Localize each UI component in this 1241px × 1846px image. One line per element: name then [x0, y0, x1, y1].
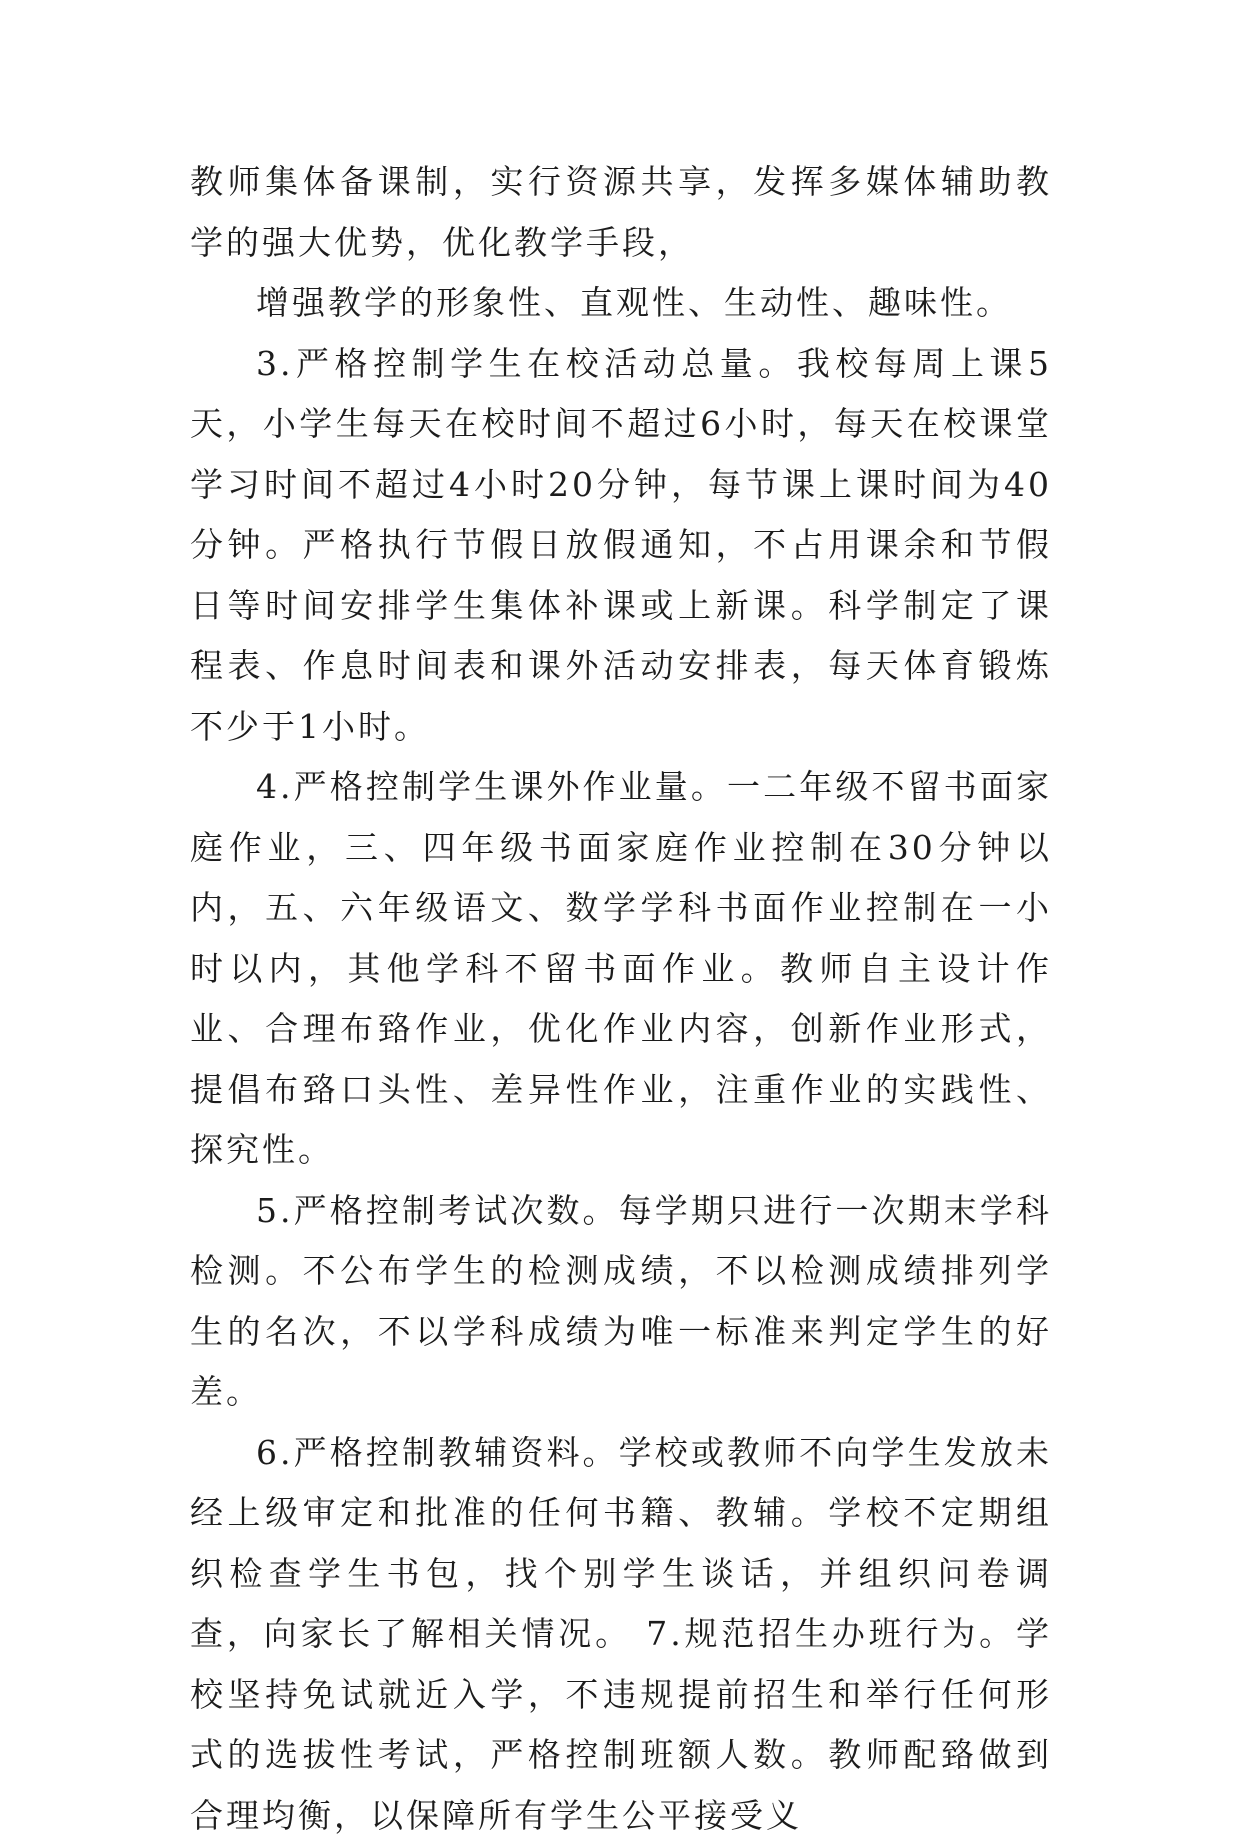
paragraph-lesson-prep: 教师集体备课制，实行资源共享，发挥多媒体辅助教学的强大优势，优化教学手段， [190, 152, 1052, 273]
document-body [190, 152, 1052, 1846]
paragraph-homework-limit: 4.严格控制学生课外作业量。一二年级不留书面家庭作业，三、四年级书面家庭作业控制在30分钟以内，五、六年级语文、数学学科书面作业控制在一小时以内，其他学科不留书面作业。教师自主设计作业、合理布臵作业，优化作业内容，创新作业形式，提倡布臵口头性、差异性作业，注重作业的实践性、探究性。 [190, 757, 1052, 1181]
paragraph-materials-enrollment: 6.严格控制教辅资料。学校或教师不向学生发放未经上级审定和批准的任何书籍、教辅。学校不定期组织检查学生书包，找个别学生谈话，并组织问卷调查，向家长了解相关情况。 7.规范招生办班行为。学校坚持免试就近入学，不违规提前招生和举行任何形式的选拔性考试，严格控制班额人数。教师配臵做到合理均衡，以保障所有学生公平接受义 [190, 1423, 1052, 1846]
paragraph-activity-limit: 3.严格控制学生在校活动总量。我校每周上课5天，小学生每天在校时间不超过6小时，每天在校课堂学习时间不超过4小时20分钟，每节课上课时间为40分钟。严格执行节假日放假通知，不占用课余和节假日等时间安排学生集体补课或上新课。科学制定了课程表、作息时间表和课外活动安排表，每天体育锻炼不少于1小时。 [190, 334, 1052, 758]
paragraph-exam-limit: 5.严格控制考试次数。每学期只进行一次期末学科检测。不公布学生的检测成绩，不以检测成绩排列学生的名次，不以学科成绩为唯一标准来判定学生的好差。 [190, 1181, 1052, 1423]
paragraph-teaching-quality: 增强教学的形象性、直观性、生动性、趣味性。 [190, 273, 1052, 334]
